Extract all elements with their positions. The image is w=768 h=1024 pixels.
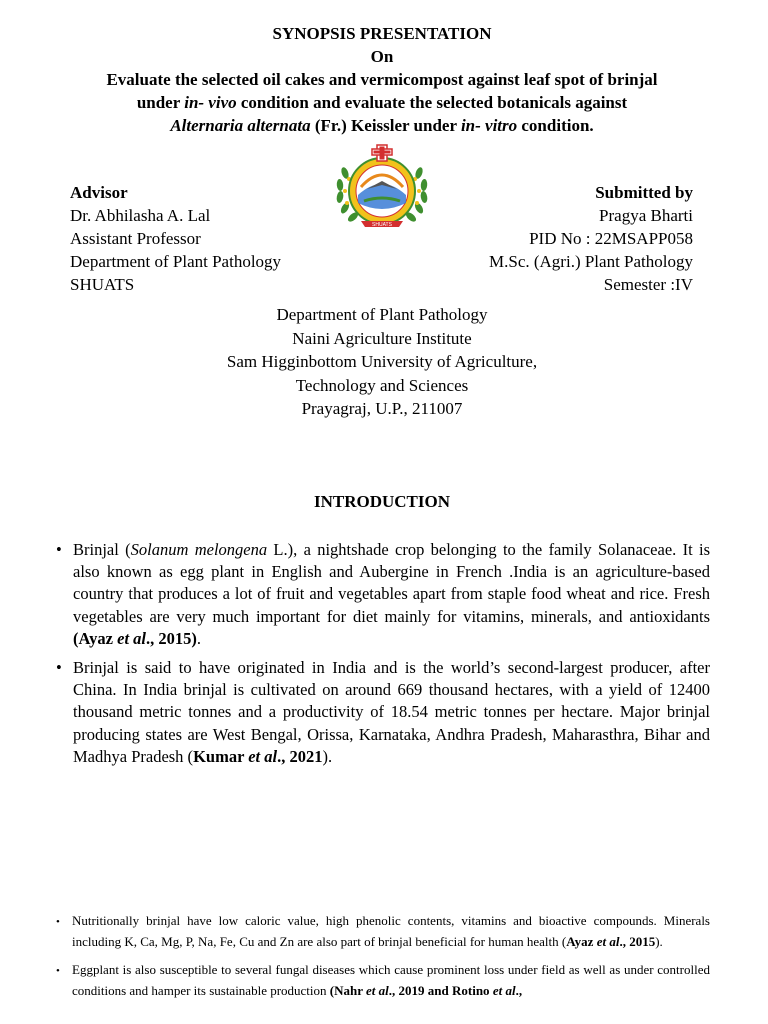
title-line-1: SYNOPSIS PRESENTATION <box>272 24 492 43</box>
citation-year: ., 2015) <box>146 628 197 648</box>
logo-banner-text: SHUATS <box>372 222 392 228</box>
title-line-5 <box>40 114 724 137</box>
title-line-3: Evaluate the selected oil cakes and vermicompost against leaf spot of brinjal <box>106 70 658 89</box>
citation-year: ., 2019 and Rotino <box>388 982 493 998</box>
list-item <box>56 657 710 768</box>
title-text: under <box>136 93 185 112</box>
submitted-by-block <box>489 181 693 296</box>
list-item <box>56 539 710 650</box>
title-text: condition. <box>517 116 594 135</box>
paragraph-text: Brinjal is said to have originated in India and is the world’s second-largest producer, after China. In India brinjal is cultivated on around 669 thousand hectares, with a yield of 12400 thousand metric tonnes and a productivity of 18.54 metric tonnes per hectare. Major brinjal producing states are West Bengal, Orissa, Karnataka, Andhra Pradesh, Maharasthra, Bihar and Madhya Pradesh ( <box>73 658 710 766</box>
citation-year: ., <box>515 982 523 998</box>
citation-author: Kumar <box>193 746 249 766</box>
institution-line: Naini Agriculture Institute <box>292 328 472 348</box>
citation <box>193 747 322 766</box>
title-italic: Alternaria alternata <box>170 116 311 135</box>
citation-etal: et al <box>117 628 147 648</box>
paragraph-text: Eggplant is also susceptible to several fungal diseases which cause prominent loss under field as well as under controlled conditions and hamper its sustainable production <box>72 962 710 998</box>
introduction-bullets <box>56 539 710 768</box>
species-name: Solanum melongena <box>130 540 268 559</box>
bullet-icon: • <box>56 965 60 977</box>
introduction-bullets-continued <box>56 911 710 1001</box>
institution-line: Prayagraj, U.P., 211007 <box>301 399 463 418</box>
bullet-icon: • <box>56 540 62 559</box>
title-italic: in- vivo <box>184 93 237 112</box>
title-line-2: On <box>370 47 394 66</box>
citation-etal: et al <box>248 746 278 766</box>
student-pid: PID No : 22MSAPP058 <box>529 229 693 248</box>
student-semester: Semester :IV <box>603 275 693 294</box>
advisor-block <box>70 181 281 296</box>
advisor-department: Department of Plant Pathology <box>70 252 282 271</box>
paragraph-text: . <box>196 628 202 648</box>
paragraph-text: ). <box>322 746 333 766</box>
citation-etal: et al <box>366 982 389 998</box>
bullet-icon: • <box>56 658 62 678</box>
list-item <box>56 960 710 1001</box>
institution-line: Sam Higginbottom University of Agriculture, <box>226 352 538 371</box>
advisor-university: SHUATS <box>70 275 135 294</box>
presentation-title <box>40 22 724 137</box>
introduction-heading: INTRODUCTION <box>313 492 451 511</box>
institution-address <box>40 303 724 421</box>
paragraph-text: Brinjal ( <box>73 540 131 559</box>
citation <box>73 629 197 648</box>
citation-year: ., 2015 <box>619 933 656 949</box>
paragraph-text: L.), a nightshade crop belonging to the family Solanaceae. It is also known as egg plant in English and Aubergine in French .India is an agriculture-based country that produces a lot of fruit and vegetables apart from staple food wheat and rice. Fresh vegetables are very much important for diet mainly for vitamins, minerals, and antioxidants <box>73 540 710 626</box>
paragraph-text: ). <box>655 933 663 949</box>
citation <box>330 983 522 998</box>
student-course: M.Sc. (Agri.) Plant Pathology <box>489 252 693 271</box>
paragraph-text: Nutritionally brinjal have low caloric value, high phenolic contents, vitamins and bioactive compounds. Minerals including K, Ca, Mg, P, Na, Fe, Cu and Zn are also part of brinjal beneficial for human health ( <box>72 913 710 949</box>
list-item <box>56 911 710 952</box>
citation <box>566 934 655 949</box>
bullet-icon: • <box>56 916 60 928</box>
advisor-heading: Advisor <box>70 183 128 202</box>
citation-author: (Ayaz <box>73 628 118 648</box>
institution-line: Technology and Sciences <box>295 375 469 395</box>
title-text: condition and evaluate the selected botanicals against <box>236 93 628 112</box>
advisor-designation: Assistant Professor <box>70 229 201 248</box>
student-name: Pragya Bharti <box>599 206 693 225</box>
university-logo <box>331 143 433 231</box>
title-italic: in- vitro <box>460 116 518 135</box>
submitted-heading: Submitted by <box>595 183 693 202</box>
advisor-name: Dr. Abhilasha A. Lal <box>70 206 211 225</box>
citation-etal: et al <box>596 933 620 949</box>
citation-author: (Nahr <box>329 982 367 998</box>
citation-author: Ayaz <box>566 933 597 949</box>
title-text: (Fr.) Keissler under <box>310 116 461 135</box>
citation-year: ., 2021 <box>277 746 323 766</box>
citation-etal: et al <box>492 982 516 998</box>
institution-line: Department of Plant Pathology <box>276 305 488 324</box>
title-line-4 <box>40 91 724 114</box>
